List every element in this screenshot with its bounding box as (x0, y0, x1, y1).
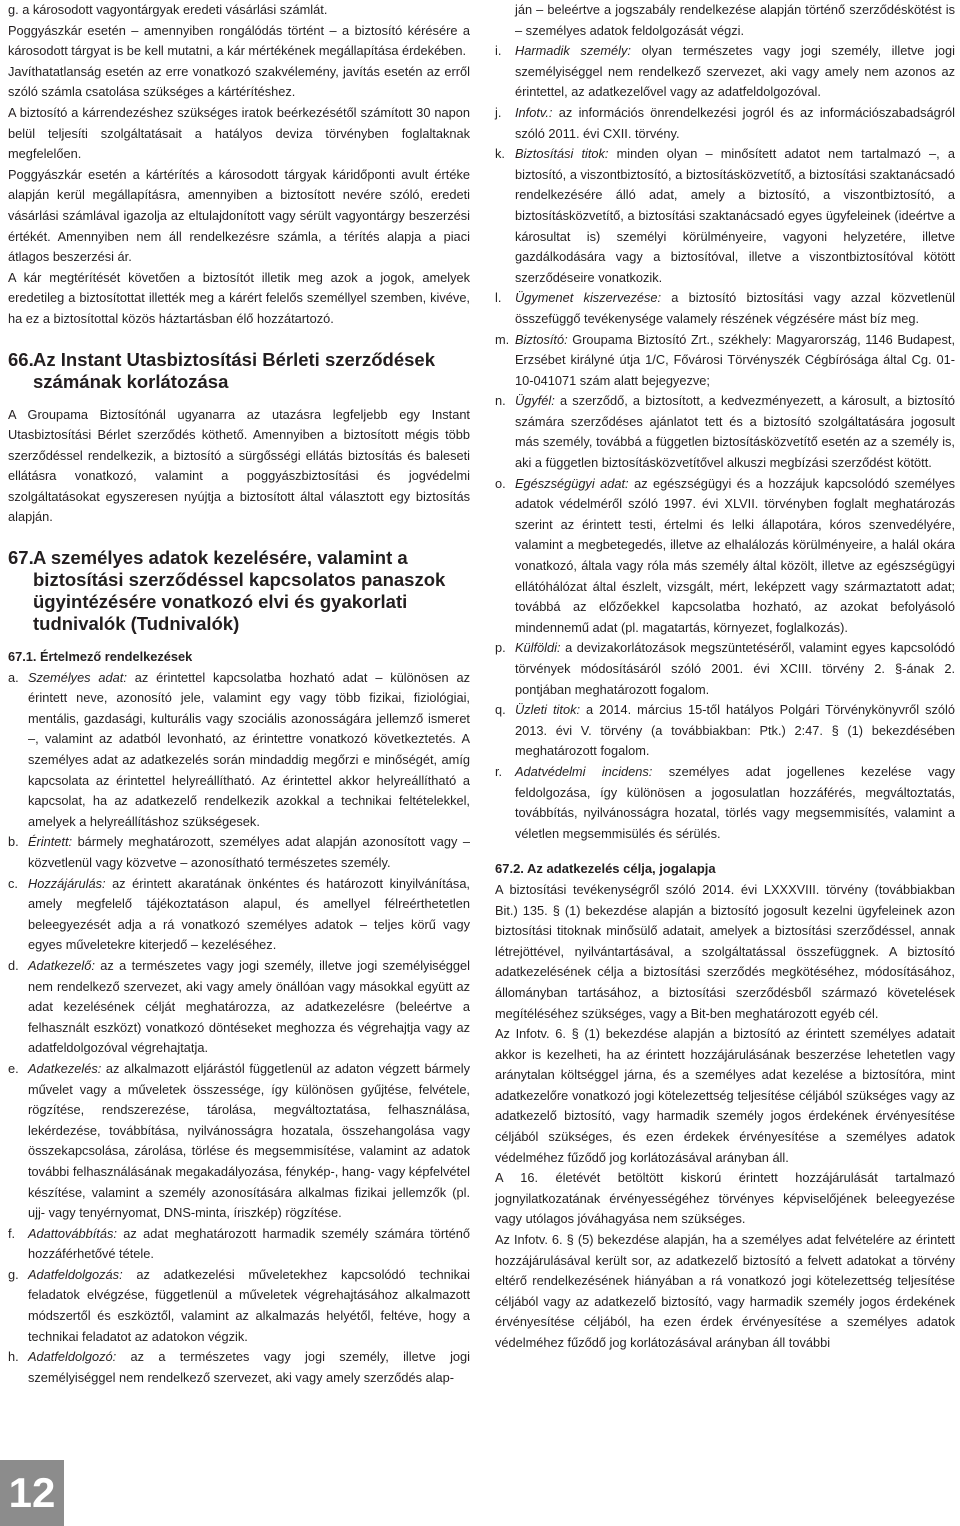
section-title: A személyes adatok kezelésére, valamint a biztosítási szerződéssel kapcsolatos panaszok ügyintézésére vonatkozó elvi és gyakorlati tudnivalók (Tudnivalók) (33, 547, 446, 635)
definition-item (8, 1265, 470, 1347)
definition-item (8, 874, 470, 956)
item-body: az adatkezelési műveletekhez kapcsolódó technikai feladatok elvégzése, függetlenül a műveletek végrehajtásához alkalmazott módszertől és eszköztől, valamint az alkalmazás helyétől, feltéve, hogy a technikai feladatot az adatokon végzik. (28, 1266, 470, 1344)
definition-item (495, 638, 955, 700)
item-body: az érintettel kapcsolatba hozható adat – különösen az érintett neve, azonosító jele, valamint egy vagy több fizikai, fiziológiai, mentális, gazdasági, kulturális vagy szociális azonosságára jellemző ismeret –, valamint az adatból levonható, az érintettre vonatkozó következtetés. A személyes adat az adatkezelés során mindaddig megőrzi e minőségét, amíg kapcsolata az érintettel helyreállítható. Az érintettel akkor helyreállítható a kapcsolat, ha az adatkezelő rendelkezik azokkal a technikai feltételekkel, amelyek a helyreállításhoz szükségesek. (28, 669, 470, 829)
item-body: a devizakorlátozások megszüntetéséről, valamint egyes kapcsolódó törvények módosításáról szóló 2001. évi XCIII. törvény 2. §-ának 2. pontjában meghatározott fogalom. (515, 640, 955, 697)
paragraph: Javíthatatlanság esetén az erre vonatkozó szakvélemény, javítás esetén az erről szóló számla csatolása szükséges a kártérítéshez. (8, 63, 470, 100)
item-letter: b. (8, 834, 19, 850)
paragraph: ján – beleértve a jogszabály rendelkezése alapján történő szerződéskötést is – személyes adatok feldolgozását végzi. (515, 2, 955, 38)
item-letter: i. (495, 43, 502, 59)
item-term: Adatkezelő: (28, 957, 95, 973)
definition-item (495, 330, 955, 392)
item-term: Ügymenet kiszervezése: (515, 290, 662, 306)
item-term: Adattovábbítás: (28, 1225, 117, 1241)
definition-item (8, 832, 470, 873)
paragraph: Poggyászkár esetén a kártérítés a károsodott tárgyak káridőponti avult értéke alapján kerül megállapításra, amennyiben a biztosított nevére szóló, eredeti vásárlási számlával igazolja az eltulajdonított vagy sérült vagyontárgy beszerzési értékét. Amennyiben nem áll rendelkezésre számla, a térítés alapja a piaci átlagos beszerzési ár. (8, 166, 470, 265)
item-body: az a természetes vagy jogi személy, illetve jogi személyiséggel nem rendelkező szervezet, aki vagy amely önállóan vagy másokkal együtt az adat kezelésének célját meghatározza, az adatkezelésre (beleértve a felhasznált eszközt) vonatkozó döntéseket meghozza és végrehajtja vagy az adatfeldolgozóval végrehajtatja. (28, 957, 470, 1056)
left-column (8, 0, 470, 1388)
definition-item (495, 288, 955, 329)
item-term: Biztosítási titok: (515, 146, 609, 162)
subsection-heading: 67.2. Az adatkezelés célja, jogalapja (495, 861, 716, 877)
item-term: Személyes adat: (28, 669, 127, 685)
subsection-heading: 67.1. Értelmező rendelkezések (8, 649, 193, 665)
definition-item (8, 1224, 470, 1265)
item-term: Hozzájárulás: (28, 875, 106, 891)
paragraph: A biztosító a kárrendezéshez szükséges iratok beérkezésétől számított 30 napon belül teljesíti szolgáltatásait a hatályos deviza törvényben foglaltaknak megfelelően. (8, 104, 470, 162)
item-letter: e. (8, 1060, 19, 1076)
item-body: minden olyan – minősített adatot nem tartalmazó –, a biztosító, a viszontbiztosító, a biztosításközvetítő, a biztosítási szaktanácsadó rendelkezésére álló adat, amely a biztosító, a viszontbiztosító, a biztosításközvetítő, a biztosítási szaktanácsadó egyes ügyfeleinek (ideértve a károsultat is) személyi körülményeire, vagyoni helyzetére, illetve gazdálkodására vagy a biztosítóval, illetve a viszontbiztosítóval kötött szerződéseire vonatkozik. (515, 146, 955, 285)
item-body: az a természetes vagy jogi személy, illetve jogi személyiséggel nem rendelkező szervezet, aki vagy amely szerződés alap- (28, 1349, 470, 1385)
item-term: Üzleti titok: (515, 702, 581, 718)
item-term: Egészségügyi adat: (515, 475, 629, 491)
item-letter: a. (8, 669, 19, 685)
item-letter: g. (8, 1266, 19, 1282)
item-letter: m. (495, 331, 510, 347)
section-heading-66 (8, 349, 470, 393)
item-letter: n. (495, 393, 506, 409)
item-term: Biztosító: (515, 331, 568, 347)
item-body: Groupama Biztosító Zrt., székhely: Magyarország, 1146 Budapest, Erzsébet királyné útja 1/C, Fővárosi Törvényszék Cégbírósága által Cg. 01-10-041071 szám alatt bejegyezve; (515, 331, 955, 388)
item-term: Harmadik személy: (515, 43, 631, 59)
item-body: az egészségügyi és a hozzájuk kapcsolódó személyes adatok védelméről szóló 1997. évi XLVII. törvényben foglalt meghatározás szerint az érintett testi, értelmi és lelki állapotára, kóros szenvedélyére, valamint a megbetegedés, illetve az elhalálozás körülményeire, a halál okára vonatkozó, általa vagy róla más személy által közölt, illetve az egészségügyi ellátóhálózat által észlelt, vizsgált, mért, leképzett vagy származtatott adat; továbbá az előzőekkel kapcsolatba hozható, az azokat befolyásoló mindennemű adat (pl. magatartás, környezet, foglalkozás). (515, 475, 955, 635)
definition-list (8, 668, 470, 1389)
definition-item (495, 700, 955, 762)
item-letter: k. (495, 146, 505, 162)
item-letter: f. (8, 1225, 16, 1241)
item-term: Ügyfél: (515, 393, 555, 409)
paragraph: A Groupama Biztosítónál ugyanarra az utazásra legfeljebb egy Instant Utasbiztosítási Bérlet szerződés köthető. Amennyiben a biztosított mégis több szerződéssel rendelkezik, a biztosító a sürgősségi ellátás biztosítás és baleseti ellátásra vonatkozó, valamint a poggyászbiztosítási és jogvédelmi szolgáltatásokat egyszeresen nyújtja a biztosított által választott egy biztosítás alapján. (8, 406, 470, 525)
item-letter: q. (495, 702, 506, 718)
paragraph: Az Infotv. 6. § (5) bekezdése alapján, ha a személyes adat felvételére az érintett hozzájárulásával került sor, az adatkezelő biztosító a felvett adatokat a törvény eltérő rendelkezésének hiányában a rá vonatkozó jogi kötelezettség teljesítése céljából vagy az adatkezelő biztosító, vagy harmadik személy jogos érdekének érvényesítése céljából, ha ezen érdek érvényesítése a személyes adatok védelméhez fűződő jog korlátozásával arányban áll további (495, 1232, 955, 1350)
paragraph: g. a károsodott vagyontárgyak eredeti vásárlási számlát. (8, 2, 328, 17)
definition-item (8, 668, 470, 833)
definition-item (8, 956, 470, 1059)
section-number: 67. (8, 547, 34, 569)
item-body: a 2014. március 15-től hatályos Polgári Törvénykönyvről szóló 2013. évi V. törvény (a továbbiakban: Ptk.) 2:47. § (1) bekezdésében meghatározott fogalom. (515, 702, 955, 759)
definition-item (495, 103, 955, 144)
section-title: Az Instant Utasbiztosítási Bérleti szerződések számának korlátozása (33, 348, 435, 392)
item-term: Adatfeldolgozás: (28, 1266, 123, 1282)
item-body: személyes adat jogellenes kezelése vagy feldolgozása, így különösen a jogosulatlan hozzáférés, megváltoztatás, továbbítás, nyilvánosságra hozatal, törlés vagy megsemmisítés, valamint a véletlen megsemmisülés és sérülés. (515, 763, 955, 841)
definition-list (495, 41, 955, 844)
item-letter: l. (495, 290, 502, 306)
item-letter: r. (495, 763, 503, 779)
item-letter: c. (8, 875, 18, 891)
paragraph: Az Infotv. 6. § (1) bekezdése alapján a biztosító az érintett személyes adatait akkor is kezelheti, ha az érintett hozzájárulásának beszerzése lehetetlen vagy aránytalan költséggel járna, és a személyes adat kezelése a biztosítóra, mint adatkezelőre vonatkozó jogi kötelezettség teljesítése céljából szükséges vagy az adatkezelő biztosító, vagy harmadik személy jogos érdekének érvényesítése céljából szükséges, és ezen érdekek érvényesítése a személyes adatok védelméhez fűződő jog korlátozásával arányban áll. (495, 1026, 955, 1165)
item-letter: d. (8, 957, 19, 973)
paragraph: A biztosítási tevékenységről szóló 2014. évi LXXXVIII. törvény (továbbiakban Bit.) 135. § (1) bekezdése alapján a biztosító jogosult kezelni ügyfeleinek azon biztosítási titoknak minősülő adatait, amelyek a biztosítási szerződéssel, annak létrejöttével, nyilvántartásával, a szolgáltatással összefüggnek. A biztosító adatkezelésének célja a biztosítási szerződés megkötéséhez, módosításához, állományban tartásához, a biztosítási szerződésből származó követelések megítéléséhez szükséges, vagy a Bit-ben meghatározott egyéb cél. (495, 881, 955, 1021)
definition-item (8, 1059, 470, 1224)
definition-item (495, 762, 955, 844)
item-term: Külföldi: (515, 640, 561, 656)
item-term: Adatfeldolgozó: (28, 1349, 117, 1365)
item-body: az alkalmazott eljárástól függetlenül az adaton végzett bármely művelet vagy a műveletek összessége, így különösen gyűjtése, felvétele, rögzítése, rendszerezése, tárolása, megváltoztatása, felhasználása, lekérdezése, továbbítása, nyilvánosságra hozatala, összehangolása vagy összekapcsolása, zárolása, törlése és megsemmisítése, valamint az adatok további felhasználásának megakadályozása, fénykép-, hang- vagy képfelvétel készítése, valamint a személy azonosítására alkalmas fizikai jellemzők (pl. ujj- vagy tenyérnyomat, DNS-minta, íriszkép) rögzítése. (28, 1060, 470, 1221)
paragraph: Poggyászkár esetén – amennyiben rongálódás történt – a biztosító kérésére a károsodott tárgyat is be kell mutatni, a kár mértékének megállapítása érdekében. (8, 22, 470, 59)
definition-item (495, 41, 955, 103)
item-body: olyan természetes vagy jogi személy, illetve jogi személyiséggel nem rendelkező szervezet, aki vagy amely nem azonos az érintettel, az adatkezelővel vagy az adatfeldolgozóval. (515, 43, 955, 100)
definition-item (495, 144, 955, 288)
paragraph: A kár megtérítését követően a biztosítót illetik meg azok a jogok, amelyek eredetileg a biztosítottat illették meg a kárért felelős személlyel szemben, kivéve, ha ez a biztosítottal közös háztartásban élő hozzátartozó. (8, 269, 470, 326)
item-body: az információs önrendelkezési jogról és az információszabadságról szóló 2011. évi CXII. törvény. (515, 104, 955, 141)
item-body: az adat meghatározott harmadik személy számára történő hozzáférhetővé tétele. (28, 1225, 470, 1262)
item-body: a biztosító biztosítási vagy azzal közvetlenül összefüggő tevékenysége valamely részének végzésére mást bíz meg. (515, 290, 955, 326)
item-term: Adatvédelmi incidens: (515, 763, 653, 779)
paragraph: A 16. életévét betöltött kiskorú érintett hozzájárulását tartalmazó jognyilatkozatának érvényességéhez törvényes képviselőjének beleegyezése vagy utólagos jóváhagyása nem szükséges. (495, 1170, 955, 1227)
section-heading-67 (8, 547, 470, 635)
definition-item (8, 1347, 470, 1388)
item-term: Érintett: (28, 834, 73, 850)
item-letter: j. (495, 104, 502, 120)
item-body: az érintett akaratának önkéntes és határozott kinyilvánítása, amely megfelelő tájékoztatáson alapul, és amellyel félreérthetetlen beleegyezését adja a rá vonatkozó személyes adatok – teljes körű vagy egyes műveletekre kiterjedő – kezeléséhez. (28, 875, 470, 953)
definition-item (495, 474, 955, 639)
page-number: 12 (0, 1460, 64, 1526)
item-letter: o. (495, 475, 506, 491)
item-letter: h. (8, 1349, 19, 1365)
definition-item (495, 391, 955, 473)
item-body: bármely meghatározott, személyes adat alapján azonosított vagy – közvetlenül vagy közvetve – azonosítható természetes személy. (28, 834, 470, 870)
item-letter: p. (495, 640, 506, 656)
item-term: Infotv.: (515, 104, 553, 120)
section-number: 66. (8, 348, 34, 370)
right-column (495, 0, 955, 1354)
item-body: a szerződő, a biztosított, a kedvezményezett, a károsult, a biztosító számára szerződéses ajánlatot tett és a biztosító szolgáltatására jogosult más személy, továbbá a független biztosításközvetítő esetén az a személy is, aki a független biztosításközvetítővel alkuszi megbízási szerződést kötött. (515, 393, 955, 471)
item-term: Adatkezelés: (28, 1060, 102, 1076)
